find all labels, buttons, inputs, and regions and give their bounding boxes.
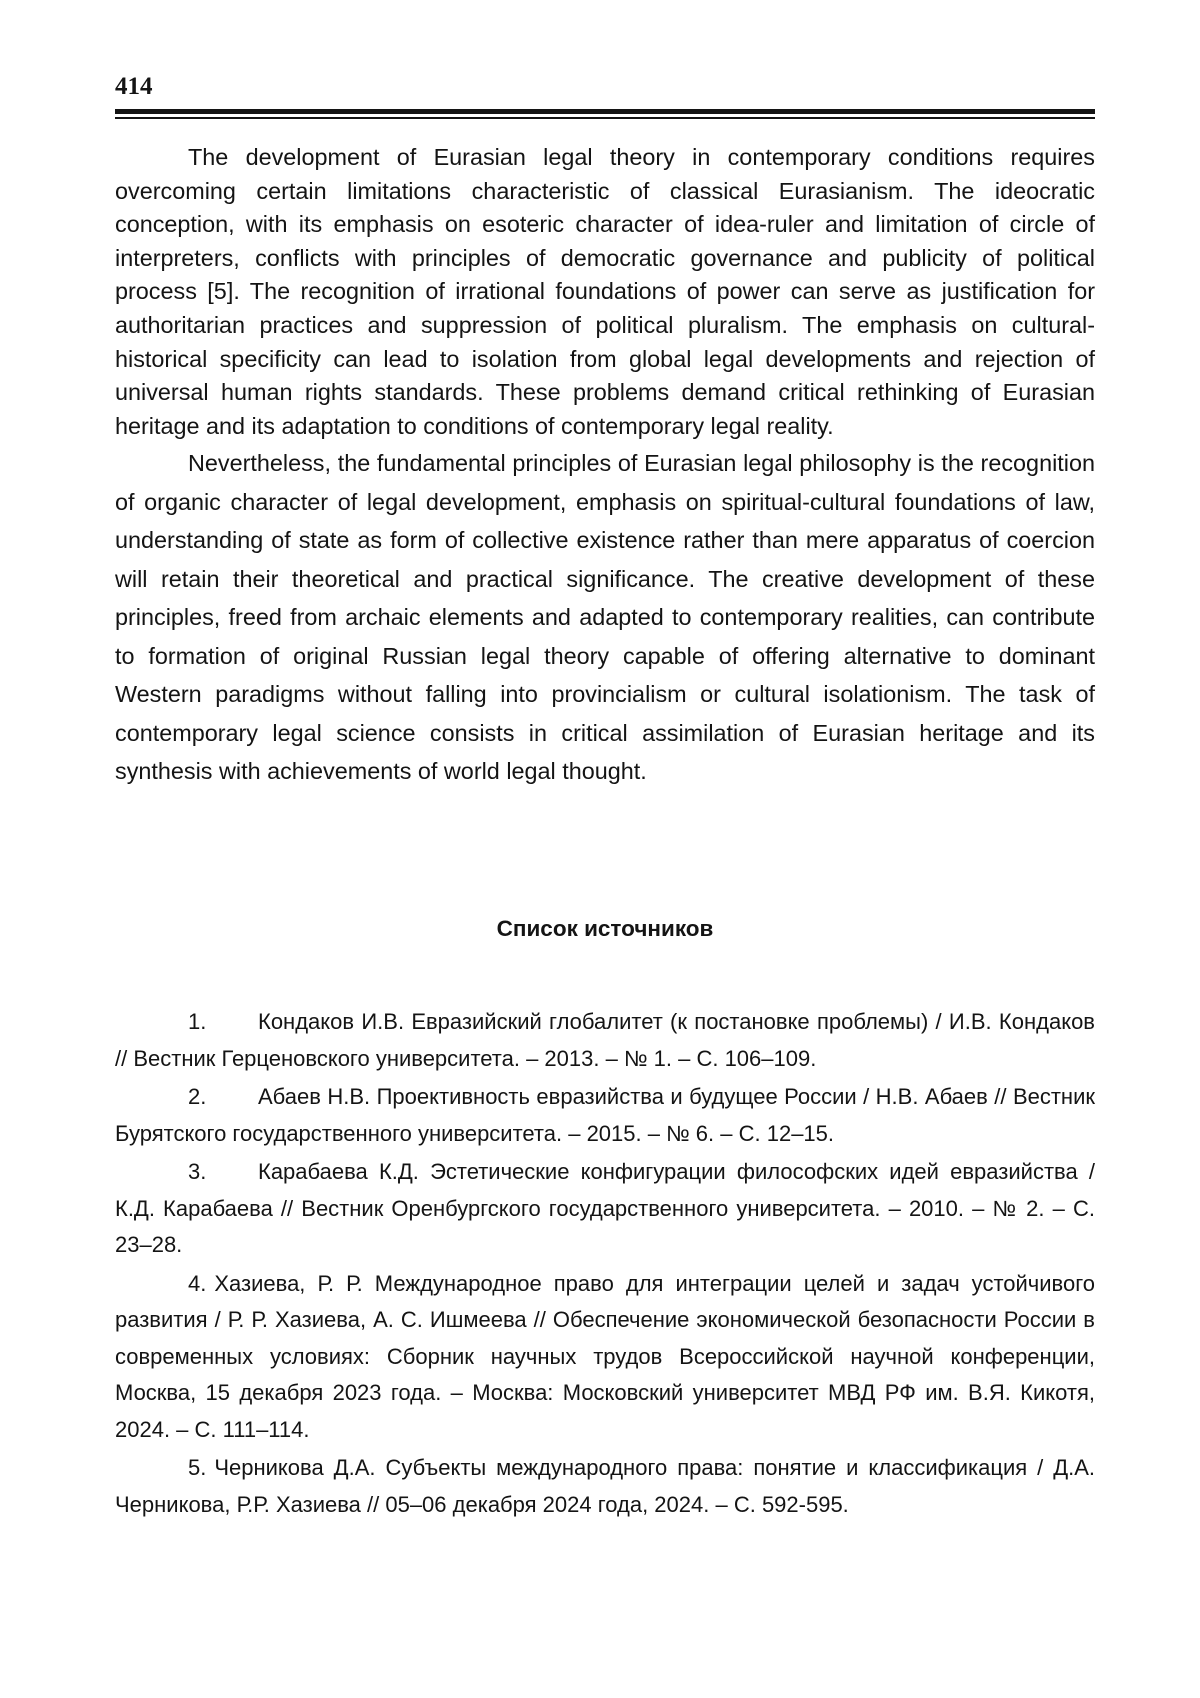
reference-text: Кондаков И.В. Евразийский глобалитет (к постановке проблемы) / И.В. Кондаков // Вестник Герценовского университета. – 2013. – № 1. – С. 106–109. xyxy=(115,1009,1095,1071)
references-list xyxy=(115,1004,1095,1525)
reference-item xyxy=(115,1004,1095,1077)
reference-item xyxy=(115,1450,1095,1523)
reference-text: Хазиева, Р. Р. Международное право для интеграции целей и задач устойчивого развития / Р. Р. Хазиева, А. С. Ишмеева // Обеспечение экономической безопасности России в современных условиях: Сборник научных трудов Всероссийской научной конференции, Москва, 15 декабря 2023 года. – Москва: Московский университет МВД РФ им. В.Я. Кикотя, 2024. – С. 111–114. xyxy=(115,1270,1095,1442)
reference-item xyxy=(115,1079,1095,1152)
reference-number: 4. xyxy=(188,1270,207,1296)
header-rule-thick xyxy=(115,109,1095,114)
body-paragraph: The development of Eurasian legal theory in contemporary conditions requires overcoming certain limitations characteristic of classical Eurasianism. The ideocratic conception, with its emphasis on esoteric character of idea-ruler and limitation of circle of interpreters, conflicts with principles of democratic governance and publicity of political process [5]. The recognition of irrational foundations of power can serve as justification for authoritarian practices and suppression of political pluralism. The emphasis on cultural-historical specificity can lead to isolation from global legal developments and rejection of universal human rights standards. These problems demand critical rethinking of Eurasian heritage and its adaptation to conditions of contemporary legal reality. xyxy=(115,144,1095,439)
reference-text: Абаев Н.В. Проективность евразийства и будущее России / Н.В. Абаев // Вестник Бурятского государственного университета. – 2015. – № 6. – С. 12–15. xyxy=(115,1084,1095,1146)
references-title: Список источников xyxy=(496,916,714,941)
page-number: 414 xyxy=(115,73,153,100)
body-text xyxy=(115,141,1095,791)
reference-text: Черникова Д.А. Субъекты международного права: понятие и классификация / Д.А. Черникова, Р.Р. Хазиева // 05–06 декабря 2024 года, 2024. – С. 592-595. xyxy=(115,1455,1095,1517)
body-paragraph: Nevertheless, the fundamental principles of Eurasian legal philosophy is the recognition of organic character of legal development, emphasis on spiritual-cultural foundations of law, understanding of state as form of collective existence rather than mere apparatus of coercion will retain their theoretical and practical significance. The creative development of these principles, freed from archaic elements and adapted to contemporary realities, can contribute to formation of original Russian legal theory capable of offering alternative to dominant Western paradigms without falling into provincialism or cultural isolationism. The task of contemporary legal science consists in critical assimilation of Eurasian heritage and its synthesis with achievements of world legal thought. xyxy=(115,450,1095,785)
reference-text: Карабаева К.Д. Эстетические конфигурации философских идей евразийства / К.Д. Карабаева // Вестник Оренбургского государственного университета. – 2010. – № 2. – С. 23–28. xyxy=(115,1159,1095,1257)
header-rule-thin xyxy=(115,117,1095,119)
reference-number: 3. xyxy=(188,1159,207,1184)
reference-item xyxy=(115,1266,1095,1449)
reference-number: 5. xyxy=(188,1455,207,1480)
reference-number: 1. xyxy=(188,1009,207,1034)
reference-item xyxy=(115,1154,1095,1264)
reference-number: 2. xyxy=(188,1084,207,1109)
